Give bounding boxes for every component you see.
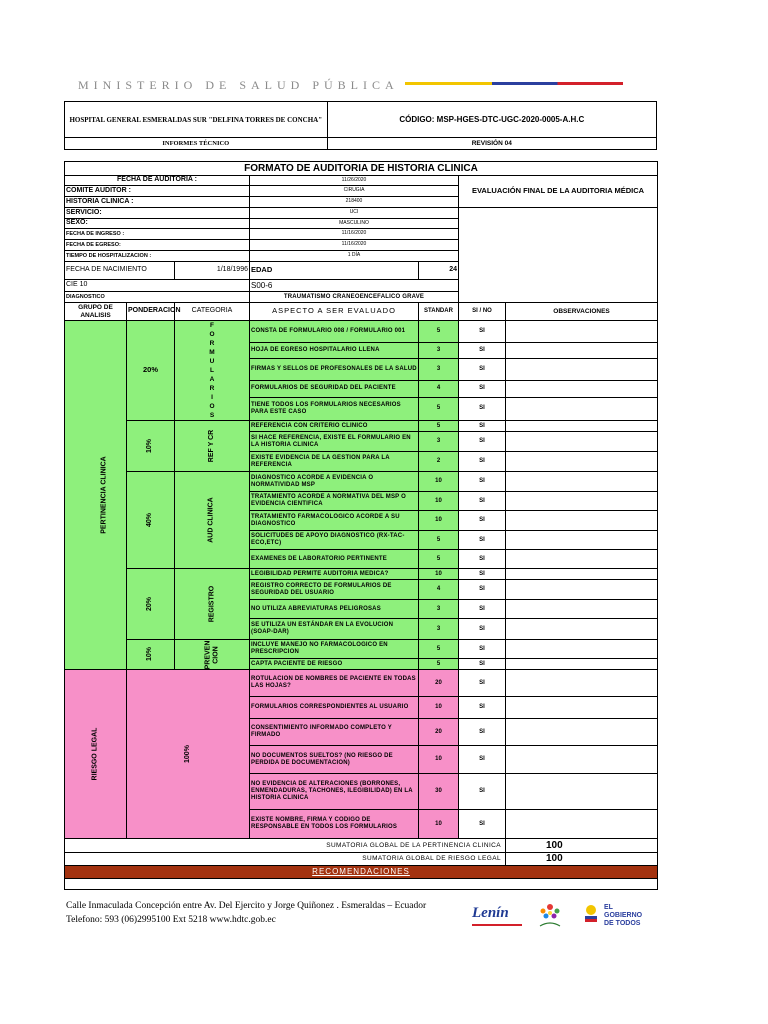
aspecto-cell: DIAGNOSTICO ACORDE A EVIDENCIA O NORMATIVIDAD MSP: [250, 472, 419, 492]
observaciones-cell[interactable]: [506, 719, 658, 746]
aspecto-cell: FIRMAS Y SELLOS DE PROFESONALES DE LA SALUD: [250, 358, 419, 380]
sino-cell: SI: [459, 580, 506, 600]
observaciones-cell[interactable]: [506, 321, 658, 343]
standar-cell: 5: [419, 659, 459, 670]
form-title: FORMATO DE AUDITORIA DE HISTORIA CLINICA: [65, 162, 658, 176]
field-value: 1 DÍA: [250, 251, 459, 262]
observaciones-cell[interactable]: [506, 640, 658, 659]
observaciones-cell[interactable]: [506, 397, 658, 420]
standar-cell: 2: [419, 452, 459, 472]
weight-registro: 20%: [127, 569, 175, 640]
footer-phone: Telefono: 593 (06)2995100 Ext 5218 www.hdtc.gob.ec: [66, 915, 276, 925]
aspecto-cell: EXAMENES DE LABORATORIO PERTINENTE: [250, 550, 419, 569]
standar-cell: 3: [419, 619, 459, 640]
flag-stripe: [405, 82, 623, 85]
standar-cell: 5: [419, 421, 459, 432]
document-code: CÓDIGO: MSP-HGES-DTC-UGC-2020-0005-A.H.C: [327, 102, 656, 138]
field-label: TIEMPO DE HOSPITALIZACION :: [65, 251, 250, 262]
sino-cell: SI: [459, 659, 506, 670]
column-header-categoria: CATEGORIA: [175, 303, 250, 321]
standar-cell: 10: [419, 746, 459, 774]
standar-cell: 10: [419, 511, 459, 531]
header-table: [64, 101, 657, 150]
footer: [66, 899, 426, 927]
aspecto-cell: ROTULACION DE NOMBRES DE PACIENTE EN TODAS LAS HOJAS?: [250, 670, 419, 697]
field-value: UCI: [250, 208, 459, 219]
field-value: 11/16/2020: [250, 229, 459, 240]
observaciones-cell[interactable]: [506, 380, 658, 397]
observaciones-cell[interactable]: [506, 432, 658, 452]
blank-area: [459, 208, 658, 303]
sino-cell: SI: [459, 619, 506, 640]
sino-cell: SI: [459, 569, 506, 580]
observaciones-cell[interactable]: [506, 774, 658, 810]
sino-cell: SI: [459, 421, 506, 432]
birth-date-label: FECHA DE NACIMIENTO: [65, 262, 175, 280]
evaluacion-final: EVALUACIÓN FINAL DE LA AUDITORIA MÉDICA: [459, 176, 658, 208]
diagnostico-value: TRAUMATISMO CRANEOENCEFALICO GRAVE: [250, 292, 459, 303]
aspecto-cell: EXISTE EVIDENCIA DE LA GESTION PARA LA REFERENCIA: [250, 452, 419, 472]
standar-cell: 10: [419, 569, 459, 580]
diagnostico-label: DIAGNOSTICO: [65, 292, 250, 303]
column-header-ponderacion: PONDERACION: [127, 303, 175, 321]
group-label: PERTINENCIA CLINICA: [100, 456, 108, 534]
standar-cell: 3: [419, 432, 459, 452]
observaciones-cell[interactable]: [506, 697, 658, 719]
aspecto-cell: CONSTA DE FORMULARIO 008 / FORMULARIO 001: [250, 321, 419, 343]
standar-cell: 4: [419, 580, 459, 600]
age-value: 24: [419, 262, 459, 280]
sino-cell: SI: [459, 472, 506, 492]
observaciones-cell[interactable]: [506, 343, 658, 359]
sino-cell: SI: [459, 550, 506, 569]
aspecto-cell: NO DOCUMENTOS SUELTOS? (NO RIESGO DE PERDIDA DE DOCUMENTACION): [250, 746, 419, 774]
field-label: FECHA DE EGRESO:: [65, 240, 250, 251]
sino-cell: SI: [459, 600, 506, 619]
standar-cell: 3: [419, 358, 459, 380]
observaciones-cell[interactable]: [506, 569, 658, 580]
aspecto-cell: NO UTILIZA ABREVIATURAS PELIGROSAS: [250, 600, 419, 619]
observaciones-cell[interactable]: [506, 531, 658, 550]
observaciones-cell[interactable]: [506, 670, 658, 697]
sino-cell: SI: [459, 358, 506, 380]
standar-cell: 5: [419, 397, 459, 420]
aspecto-cell: TRATAMIENTO ACORDE A NORMATIVA DEL MSP O EVIDENCIA CIENTIFICA: [250, 492, 419, 511]
sino-cell: SI: [459, 746, 506, 774]
standar-cell: 10: [419, 810, 459, 839]
standar-cell: 5: [419, 550, 459, 569]
cie-label: CIE 10: [65, 280, 250, 292]
sino-cell: SI: [459, 810, 506, 839]
aspecto-cell: SI HACE REFERENCIA, EXISTE EL FORMULARIO EN LA HISTORIA CLINICA: [250, 432, 419, 452]
standar-cell: 30: [419, 774, 459, 810]
aspecto-cell: NO EVIDENCIA DE ALTERACIONES (BORRONES, ENMENDADURAS, TACHONES, ILEGIBILIDAD) EN LA HISTORIA CLINICA: [250, 774, 419, 810]
standar-cell: 5: [419, 321, 459, 343]
aspecto-cell: SE UTILIZA UN ESTÁNDAR EN LA EVOLUCION (SOAP-DAR): [250, 619, 419, 640]
revision: REVISIÓN 04: [327, 138, 656, 150]
field-value: 11/16/2020: [250, 240, 459, 251]
observaciones-cell[interactable]: [506, 580, 658, 600]
total-riesgo-label: SUMATORIA GLOBAL DE RIESGO LEGAL: [65, 853, 506, 866]
aspecto-cell: CONSENTIMIENTO INFORMADO COMPLETO Y FIRMADO: [250, 719, 419, 746]
standar-cell: 3: [419, 343, 459, 359]
standar-cell: 4: [419, 380, 459, 397]
aspecto-cell: TRATAMIENTO FARMACOLOGICO ACORDE A SU DIAGNOSTICO: [250, 511, 419, 531]
gobierno-text: EL GOBIERNO DE TODOS: [604, 904, 643, 927]
standar-cell: 5: [419, 531, 459, 550]
standar-cell: 10: [419, 492, 459, 511]
sino-cell: SI: [459, 774, 506, 810]
sino-cell: SI: [459, 531, 506, 550]
sino-cell: SI: [459, 719, 506, 746]
standar-cell: 10: [419, 697, 459, 719]
category-refycr: REF Y CR: [175, 421, 250, 472]
column-header-observaciones: OBSERVACIONES: [506, 303, 658, 321]
category-prevencion: PREVEN CION: [175, 640, 250, 670]
category-registro: REGISTRO: [175, 569, 250, 640]
sino-cell: SI: [459, 397, 506, 420]
field-label: HISTORIA CLINICA :: [65, 197, 250, 208]
field-value: 11/26/2020: [250, 176, 459, 186]
aspecto-cell: LEGIBILIDAD PERMITE AUDITORIA MEDICA?: [250, 569, 419, 580]
field-label: SEXO:: [65, 219, 250, 229]
observaciones-cell[interactable]: [506, 810, 658, 839]
field-value: MASCULINO: [250, 219, 459, 229]
observaciones-cell[interactable]: [506, 746, 658, 774]
field-label: SERVICIO:: [65, 208, 250, 219]
group-riesgo-legal: RIESGO LEGAL: [65, 670, 127, 839]
weight-auditoria: 40%: [127, 472, 175, 569]
total-pertinencia-value: 100: [506, 839, 658, 853]
weight-riesgo: 100%: [127, 670, 250, 839]
recomendaciones-body[interactable]: [65, 879, 658, 890]
aspecto-cell: FORMULARIOS CORRESPONDIENTES AL USUARIO: [250, 697, 419, 719]
category-label: F O R M U L A R I O S: [209, 322, 215, 419]
observaciones-cell[interactable]: [506, 619, 658, 640]
column-header-standar: STANDAR: [419, 303, 459, 321]
field-value: 218400: [250, 197, 459, 208]
field-label: FECHA DE INGRESO :: [65, 229, 250, 240]
sino-cell: SI: [459, 640, 506, 659]
column-header-sino: SI / NO: [459, 303, 506, 321]
ministry-title: MINISTERIO DE SALUD PÚBLICA: [78, 78, 399, 92]
standar-cell: 5: [419, 640, 459, 659]
total-pertinencia-label: SUMATORIA GLOBAL DE LA PERTINENCIA CLINICA: [65, 839, 506, 853]
standar-cell: 10: [419, 472, 459, 492]
sino-cell: SI: [459, 492, 506, 511]
informes-tecnico: INFORMES TÉCNICO: [65, 138, 328, 150]
sino-cell: SI: [459, 511, 506, 531]
observaciones-cell[interactable]: [506, 600, 658, 619]
footer-address: Calle Inmaculada Concepción entre Av. Del Ejercito y Jorge Quiñonez . Esmeraldas – Ecuador: [66, 901, 427, 911]
standar-cell: 3: [419, 600, 459, 619]
aspecto-cell: FORMULARIOS DE SEGURIDAD DEL PACIENTE: [250, 380, 419, 397]
category-formularios: [175, 321, 250, 421]
observaciones-cell[interactable]: [506, 358, 658, 380]
field-value: CIRUGIA: [250, 186, 459, 197]
weight-refycr: 10%: [127, 421, 175, 472]
lenin-logo-underline: [472, 924, 522, 926]
aspecto-cell: REGISTRO CORRECTO DE FORMULARIOS DE SEGURIDAD DEL USUARIO: [250, 580, 419, 600]
category-auditoria: AUD CLINICA: [175, 472, 250, 569]
standar-cell: 20: [419, 719, 459, 746]
weight-formularios: 20%: [127, 321, 175, 421]
observaciones-cell[interactable]: [506, 421, 658, 432]
aspecto-cell: INCLUYE MANEJO NO FARMACOLOGICO EN PRESCRIPCION: [250, 640, 419, 659]
toda-una-vida-logo: [532, 900, 568, 932]
sino-cell: SI: [459, 380, 506, 397]
observaciones-cell[interactable]: [506, 452, 658, 472]
age-label: EDAD: [250, 262, 419, 280]
column-header-grupo: GRUPO DE ANALISIS: [65, 303, 127, 321]
field-label: FECHA DE AUDITORIA :: [65, 176, 250, 186]
sino-cell: SI: [459, 697, 506, 719]
lenin-logo: Lenín: [472, 905, 509, 921]
observaciones-cell[interactable]: [506, 492, 658, 511]
field-label: COMITE AUDITOR :: [65, 186, 250, 197]
aspecto-cell: HOJA DE EGRESO HOSPITALARIO LLENA: [250, 343, 419, 359]
standar-cell: 20: [419, 670, 459, 697]
aspecto-cell: CAPTA PACIENTE DE RIESGO: [250, 659, 419, 670]
sino-cell: SI: [459, 321, 506, 343]
sino-cell: SI: [459, 670, 506, 697]
observaciones-cell[interactable]: [506, 550, 658, 569]
sino-cell: SI: [459, 452, 506, 472]
aspecto-cell: REFERENCIA CON CRITERIO CLINICO: [250, 421, 419, 432]
group-pertinencia-clinica: [65, 321, 127, 670]
audit-table: [64, 161, 658, 890]
cie-value: S00-6: [250, 280, 459, 292]
aspecto-cell: SOLICITUDES DE APOYO DIAGNOSTICO (RX-TAC-ECO,ETC): [250, 531, 419, 550]
aspecto-cell: EXISTE NOMBRE, FIRMA Y CODIGO DE RESPONSABLE EN TODOS LOS FORMULARIOS: [250, 810, 419, 839]
column-header-aspecto: ASPECTO A SER EVALUADO: [250, 303, 419, 321]
sino-cell: SI: [459, 432, 506, 452]
observaciones-cell[interactable]: [506, 659, 658, 670]
aspecto-cell: TIENE TODOS LOS FORMULARIOS NECESARIOS PARA ESTE CASO: [250, 397, 419, 420]
total-riesgo-value: 100: [506, 853, 658, 866]
weight-prevencion: 10%: [127, 640, 175, 670]
observaciones-cell[interactable]: [506, 511, 658, 531]
observaciones-cell[interactable]: [506, 472, 658, 492]
hospital-name: HOSPITAL GENERAL ESMERALDAS SUR "DELFINA TORRES DE CONCHA": [65, 102, 328, 138]
sino-cell: SI: [459, 343, 506, 359]
recomendaciones-header: RECOMENDACIONES: [65, 866, 658, 879]
birth-date-value: 1/18/1996: [175, 262, 250, 280]
